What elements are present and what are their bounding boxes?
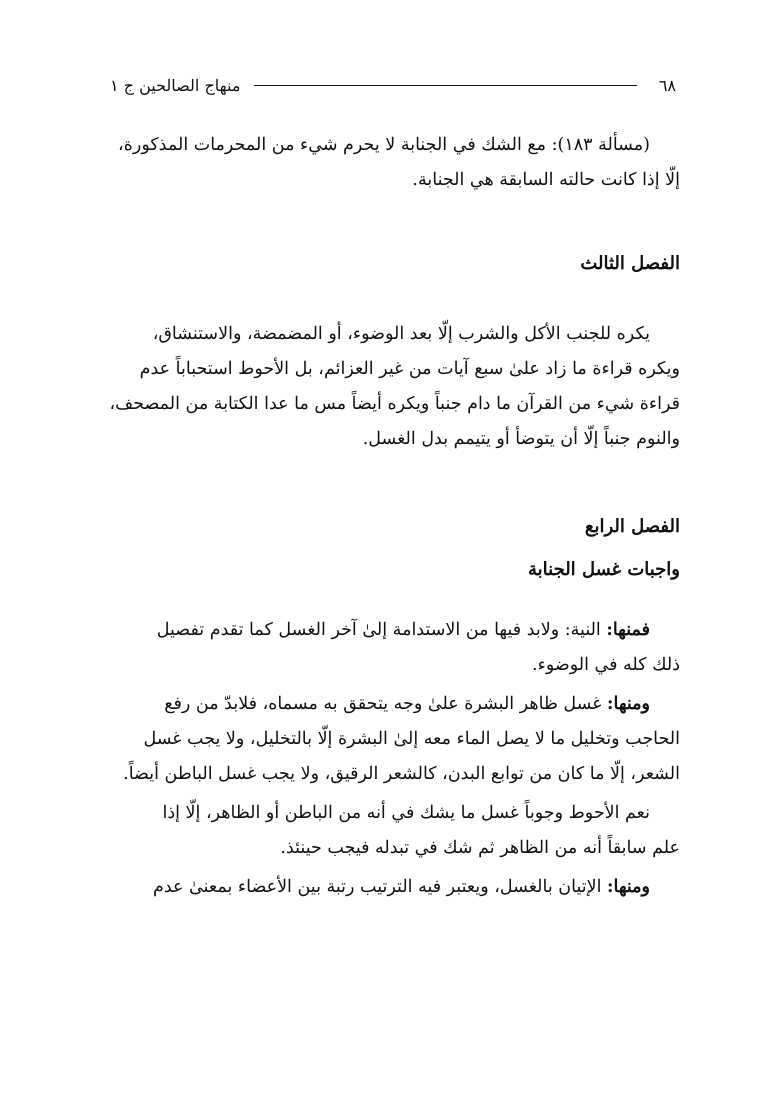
section-3-line-1: يكره للجنب الأكل والشرب إلّا بعد الوضوء، أو المضمضة، والاستنشاق، [152, 324, 650, 344]
section-4-para-1 [108, 613, 680, 683]
section-4-subtitle: واجبات غسل الجنابة [528, 559, 680, 580]
section-4-para-2 [108, 687, 680, 792]
masalah-line-1 [108, 128, 680, 163]
para-1-text-1: النية: ولابد فيها من الاستدامة إلىٰ آخر الغسل كما تقدم تفصيل [156, 620, 601, 640]
section-3-body [108, 317, 680, 457]
section-4-para-3 [108, 796, 680, 866]
section-3-title: الفصل الثالث [580, 253, 680, 274]
para-1-line-1 [108, 613, 680, 648]
para-1-line-2: ذلك كله في الوضوء. [532, 655, 680, 675]
para-2-lead: ومنها: [607, 694, 650, 714]
page-content [108, 128, 680, 905]
para-2-text-1: غسل ظاهر البشرة علىٰ وجه يتحقق به مسماه، فلابدّ من رفع [164, 694, 602, 714]
masalah-text-1: مع الشك في الجنابة لا يحرم شيء من المحرمات المذكورة، [118, 135, 547, 155]
masalah-line-2: إلّا إذا كانت حالته السابقة هي الجنابة. [412, 170, 680, 190]
section-3-line-4: والنوم جنباً إلّا أن يتوضأ أو يتيمم بدل الغسل. [362, 429, 680, 449]
header-rule [254, 85, 636, 86]
para-2-line-1 [108, 687, 680, 722]
para-3-line-1: نعم الأحوط وجوباً غسل ما يشك في أنه من الباطن أو الظاهر، إلّا إذا [162, 803, 650, 823]
para-4-text-1: الإتيان بالغسل، ويعتبر فيه الترتيب رتبة بين الأعضاء بمعنىٰ عدم [153, 877, 602, 897]
page-number: ٦٨ [658, 75, 676, 95]
section-4-para-4 [108, 870, 680, 905]
para-2-line-2: الحاجب وتخليل ما لا يصل الماء معه إلىٰ البشرة إلّا بالتخليل، ولا يجب غسل [143, 729, 680, 749]
masalah-label: (مسألة ١٨٣): [551, 135, 650, 155]
book-title: منهاج الصالحين ج ١ [110, 75, 241, 95]
section-4-title: الفصل الرابع [584, 516, 680, 537]
para-3-line-2: علم سابقاً أنه من الظاهر ثم شك في تبدله فيجب حينئذ. [280, 838, 680, 858]
running-header [110, 70, 676, 100]
para-4-line-1 [108, 870, 680, 905]
section-3-line-3: قراءة شيء من القرآن ما دام جنباً ويكره أيضاً مس ما عدا الكتابة من المصحف، [109, 394, 680, 414]
para-2-line-3: الشعر، إلّا ما كان من توابع البدن، كالشعر الرقيق، ولا يجب غسل الباطن أيضاً. [123, 764, 680, 784]
para-1-lead: فمنها: [606, 620, 650, 640]
masalah-183 [108, 128, 680, 198]
section-3-line-2: ويكره قراءة ما زاد علىٰ سبع آيات من غير العزائم، بل الأحوط استحباباً عدم [139, 359, 680, 379]
para-4-lead: ومنها: [607, 877, 650, 897]
